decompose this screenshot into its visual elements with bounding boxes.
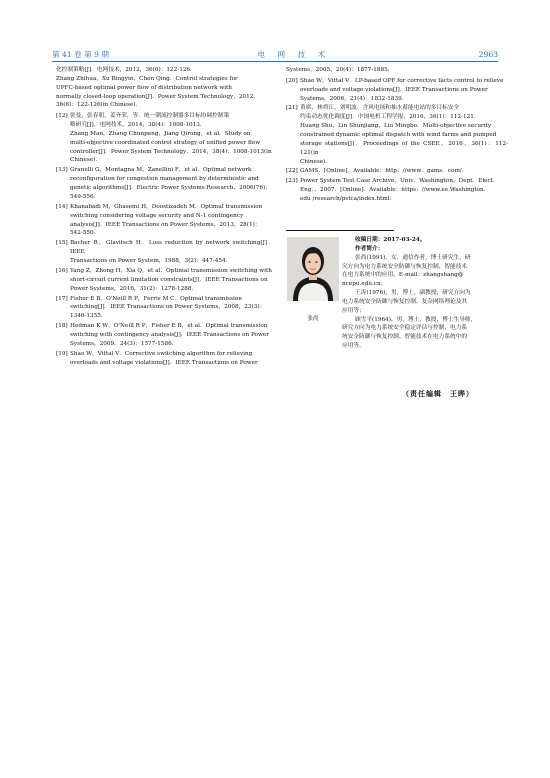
reference-line: Bacher R，Glavitsch H．Loss reduction by network switching[J]．IEEE bbox=[70, 240, 274, 256]
reference-text bbox=[70, 295, 274, 322]
reference-number: [19] bbox=[56, 350, 68, 357]
right-column bbox=[286, 66, 508, 205]
reference-continuation-line: UPFC-based optimal power flow of distribution network with bbox=[56, 84, 232, 91]
reference-number: [20] bbox=[286, 77, 298, 84]
reference-line: Eng．，2007．[Online]．Available：https：//www.ee.Washington. bbox=[300, 187, 486, 194]
reference-line: overloads and voltage violations[J]．IEEE Transactions on Power bbox=[70, 359, 258, 366]
photo-caption: 张尚 bbox=[307, 316, 319, 322]
author-bio-line: 顾雪平(1964)，男，博士，教授，博士生导师， bbox=[355, 316, 477, 323]
reference-line: edu /research/pstca/index.html． bbox=[300, 196, 396, 203]
reference-text bbox=[70, 166, 274, 201]
reference-text bbox=[70, 239, 274, 266]
reference-line: GAMS．[Online]．Available：http：//www．gams．com/． bbox=[300, 168, 468, 175]
reference-line: Transactions on Power System，1988，3(2)：447-454． bbox=[70, 258, 232, 264]
reference-line: Zhang Man，Zhang Chunpeng，Jiang Qirong，et al．Study on bbox=[70, 130, 251, 137]
editor-note: （责任编辑 王晔） bbox=[402, 389, 474, 398]
reference-line: Systems，2006，21(4)：1832-1839． bbox=[300, 95, 408, 102]
author-bio-line: 统安全防御与恢复控制、智能技术在电力系统中的 bbox=[342, 334, 468, 341]
reference-line: 张曼，张春朋，姜齐荣，等．统一潮流控制器多目标协调控制策 bbox=[70, 113, 230, 120]
reference-text bbox=[70, 322, 274, 349]
reference-text bbox=[300, 104, 508, 166]
author-bio-line: ncepu.edu.cn； bbox=[342, 281, 387, 288]
reference-line: constrained dynamic optimal dispatch with wind farms and pumped bbox=[300, 132, 497, 138]
author-section-rule bbox=[286, 230, 394, 231]
author-bio-line: 王涛(1976)，男，博士，副教授，研究方向为 bbox=[355, 290, 471, 297]
author-bio-line: 在电力系统中的应用，E-mail：zhangshang@ bbox=[342, 272, 464, 279]
author-bio-line: 究方向为电力系统安全防御与恢复控制、智能技术 bbox=[342, 263, 468, 270]
reference-line: Yang Z，Zhong H，Xia Q，et al．Optimal transmission switching with bbox=[70, 267, 272, 274]
author-bio-line: 张尚(1991)，女，通信作者，博士研究生，研 bbox=[355, 254, 471, 261]
reference-line: 1346-1355． bbox=[70, 313, 107, 320]
reference-text bbox=[70, 350, 274, 368]
received-date: 收稿日期：2017-03-24。 bbox=[355, 237, 426, 243]
reference-line: Power System Test Case Archive，Univ．Washington，Dept．Elect． bbox=[300, 178, 499, 185]
author-bio-line: 研究方向为电力系统安全稳定评估与控制、电力系 bbox=[342, 325, 468, 332]
reference-number: [17] bbox=[56, 295, 68, 302]
left-column bbox=[56, 66, 274, 369]
reference-line: Shao W，Vittal V．LP-based OPF for corrective facts control to relieve bbox=[300, 77, 504, 84]
reference-number: [23] bbox=[286, 178, 298, 185]
reference-line: storage stations[J]．Proceedings of the CSEE，2016，36(1)：112-121(in bbox=[300, 140, 508, 156]
reference-line: analysis[J]．IEEE Transactions on Power Systems，2013，28(1)： bbox=[70, 221, 261, 228]
reference-line: Systems，2009，24(3)：1577-1586． bbox=[70, 340, 178, 347]
header-rule bbox=[52, 61, 498, 62]
reference-line: Fisher E B，O'Neill R P，Ferris M C．Optimal transmission bbox=[70, 295, 242, 302]
reference-line: genetic algorithms[J]．Electric Power Systems Research，2006(76)： bbox=[70, 185, 271, 192]
reference-text bbox=[70, 203, 274, 238]
reference-text bbox=[70, 112, 274, 165]
reference-number: [13] bbox=[56, 167, 68, 174]
reference-continuation-line: 36(6)：122-126(in Chinese). bbox=[56, 102, 138, 109]
reference-line: Hedman K W，O'Neill R P，Fisher E B，et al．Optimal transmission bbox=[70, 323, 268, 330]
reference-text bbox=[70, 267, 274, 294]
reference-line: 约束动态优化调度[J]．中国电机工程学报，2016，36(1)：112-121． bbox=[300, 114, 480, 121]
author-bio-line: 电力系统安全防御与恢复控制、复杂网络理论及其 bbox=[342, 298, 468, 305]
reference-continuation-line: 化控制策略[J]．电网技术，2012，36(6)：122-126． bbox=[56, 67, 196, 73]
reference-entry bbox=[56, 203, 274, 238]
reference-entry bbox=[56, 350, 274, 368]
reference-line: 黄席，林舜江，刘明波．含风电场和抽水蓄能电站的多目标安全 bbox=[300, 105, 460, 112]
reference-entry bbox=[56, 295, 274, 322]
reference-entry bbox=[56, 112, 274, 165]
reference-number: [22] bbox=[286, 168, 298, 175]
reference-line: short-circuit current limitation constraints[J]．IEEE Transactions on bbox=[70, 276, 268, 283]
author-bio-line: 应用等； bbox=[342, 307, 365, 314]
reference-continuation-line: normally closed-loop operation[J]．Power System Technology，2012， bbox=[56, 93, 260, 100]
reference-text bbox=[300, 77, 508, 104]
volume-issue: 第 41 卷 第 9 期 bbox=[52, 49, 109, 59]
author-photo bbox=[287, 237, 339, 301]
reference-entry bbox=[286, 177, 508, 204]
reference-text bbox=[300, 177, 508, 204]
reference-line: Power Systems，2016，31(2)：1278-1288． bbox=[70, 285, 198, 292]
reference-line: reconfiguration for congestion management by deterministic and bbox=[70, 176, 259, 183]
reference-line: overloads and voltage violations[J]．IEEE Transactions on Power bbox=[300, 86, 488, 93]
reference-line: Shao W，Vittal V．Corrective switching algorithm for relieving bbox=[70, 350, 253, 357]
reference-line: switching with contingency analysis[J]．IEEE Transactions on Power bbox=[70, 332, 269, 339]
reference-line: Huang Shu，Lin Shunjiang，Liu Mingbo．Multi-objective security bbox=[300, 123, 492, 130]
reference-line: Granelli G，Montagna M，Zanellini F，et al．Optimal network bbox=[70, 167, 252, 174]
author-bio-line: 应用等。 bbox=[342, 343, 365, 350]
page-number: 2963 bbox=[478, 49, 498, 59]
reference-continuation-line: Zhang Zhihua，Xu Bingyin，Chen Qing．Control strategies for bbox=[56, 75, 238, 82]
author-bios bbox=[342, 254, 508, 351]
reference-continuation-line: Systems，2005，20(4)：1877-1885． bbox=[286, 67, 394, 73]
reference-line: Khanabadi M，Ghasemi H，Doostizadeh M．Optimal transmission bbox=[70, 203, 263, 210]
reference-number: [21] bbox=[286, 105, 298, 112]
reference-line: Chinese). bbox=[300, 158, 328, 165]
reference-line: switching considering voltage security and N-1 contingency bbox=[70, 212, 244, 219]
reference-line: switching[J]．IEEE Transactions on Power Systems，2008，23(3)： bbox=[70, 304, 266, 311]
reference-entry bbox=[286, 167, 508, 176]
reference-entry bbox=[286, 77, 508, 104]
reference-number: [14] bbox=[56, 203, 68, 210]
reference-line: 略研究[J]．电网技术，2014，38(4)：1008-1013． bbox=[70, 122, 206, 129]
reference-number: [12] bbox=[56, 113, 68, 120]
reference-number: [16] bbox=[56, 267, 68, 274]
reference-number: [15] bbox=[56, 240, 68, 247]
reference-line: 549-556． bbox=[70, 193, 100, 200]
reference-entry bbox=[56, 322, 274, 349]
running-header bbox=[52, 47, 498, 61]
journal-title: 电 网 技 术 bbox=[257, 49, 331, 59]
reference-line: Chinese). bbox=[70, 157, 98, 164]
reference-entry bbox=[56, 267, 274, 294]
reference-entry bbox=[286, 104, 508, 166]
portrait-image bbox=[287, 237, 339, 301]
reference-text bbox=[300, 167, 508, 176]
reference-line: 542-550． bbox=[70, 230, 100, 237]
author-intro-title: 作者简介： bbox=[355, 245, 384, 252]
author-info bbox=[342, 236, 508, 351]
reference-line: controller[J]．Power System Technology，2014，38(4)：1008-1013(in bbox=[70, 148, 272, 155]
reference-entry bbox=[56, 239, 274, 266]
reference-entry bbox=[56, 166, 274, 201]
reference-line: multi-objective coordinated control strategy of unified power flow bbox=[70, 139, 261, 146]
reference-number: [18] bbox=[56, 323, 68, 330]
